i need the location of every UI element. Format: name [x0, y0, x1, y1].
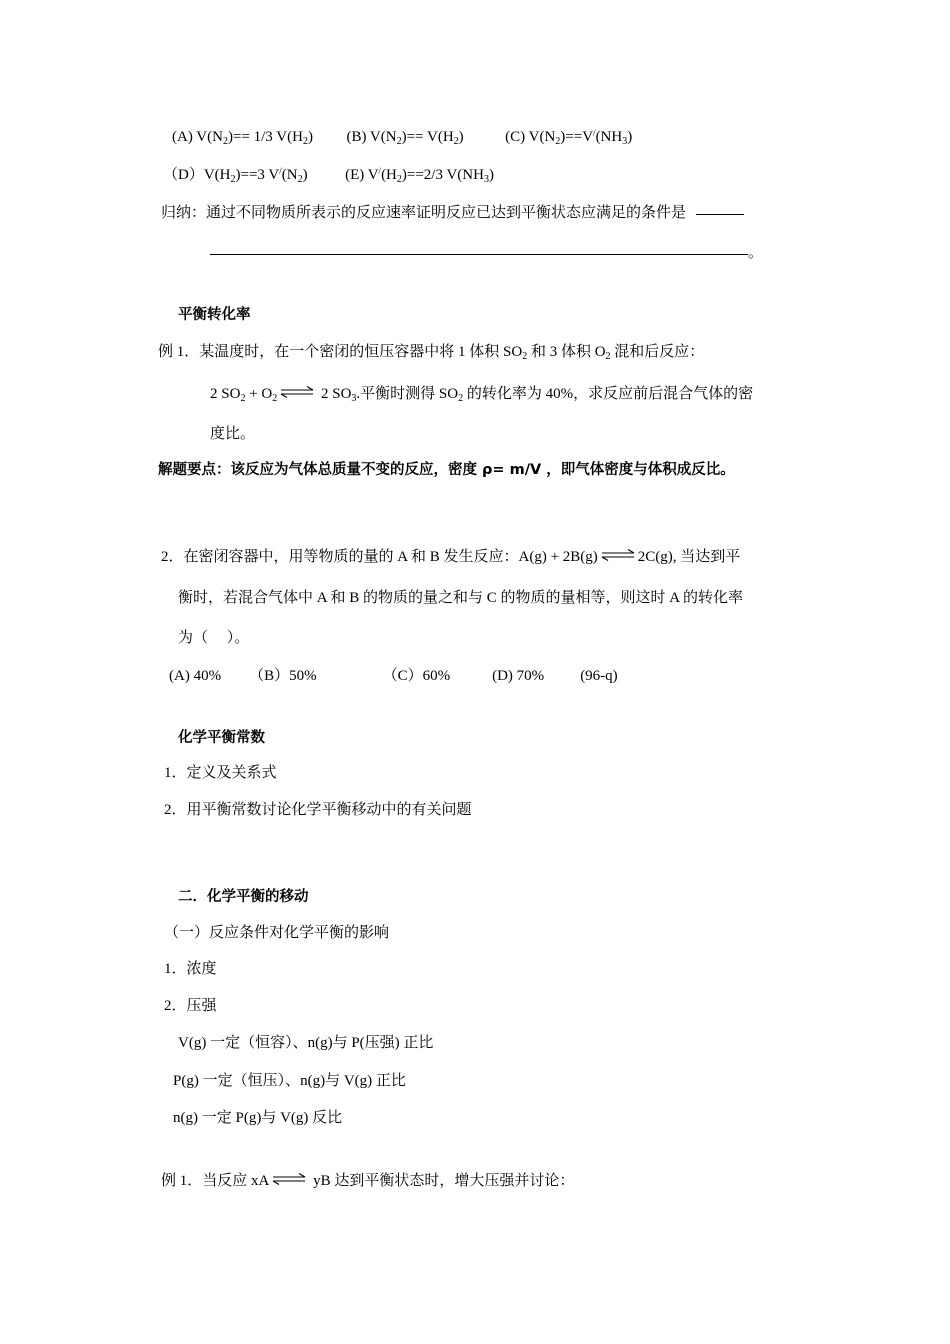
example-2-options — [169, 666, 618, 686]
pressure-rule: V(g) 一定（恒容）、n(g)与 P(压强) 正比 — [178, 1035, 434, 1051]
list-item: 1．定义及关系式 — [164, 765, 277, 781]
option-c: （C）60% — [382, 668, 451, 684]
option-b: （B）50% — [249, 668, 317, 684]
option-a: (A) $V(N_2)== 1/3$ $V(H_2)$ — [172, 129, 313, 147]
list-item: 1．浓度 — [164, 961, 217, 977]
summary-line — [161, 203, 744, 223]
option-row-1 — [172, 127, 632, 147]
section-title-shift: 二．化学平衡的移动 — [178, 889, 309, 905]
list-item: 2．用平衡常数讨论化学平衡移动中的有关问题 — [164, 802, 472, 818]
example-1-line-1: 例 1．某温度时，在一个密闭的恒压容器中将 1 体积 $SO_2$ 和 3 体积 $O_2$ 混和后反应： — [158, 344, 705, 362]
example-pressure: 例 1．当反应 xA yB 达到平衡状态时，增大压强并讨论： — [161, 1173, 575, 1189]
option-e: (E) $V^/(H_2)==2/3$ $V(NH_3)$ — [345, 166, 494, 185]
example-2-line-2: 衡时，若混合气体中 A 和 B 的物质的量之和与 C 的物质的量相等，则这时 A 的转化率 — [178, 590, 744, 606]
example-1-line-2: 2 $SO_2 + O_2$ 2 $SO_3$.平衡时测得 $SO_2$ 的转化率为 40%，求反应前后混合气体的密 — [210, 386, 754, 404]
answer-blank[interactable] — [696, 214, 744, 215]
equilibrium-arrow-icon — [272, 1173, 306, 1185]
equilibrium-arrow-icon — [280, 386, 314, 398]
example-1-line-3: 度比。 — [210, 426, 256, 442]
list-item: 2．压强 — [164, 998, 217, 1014]
option-d: (D) 70% — [492, 668, 545, 684]
summary-text: 归纳：通过不同物质所表示的反应速率证明反应已达到平衡状态应满足的条件是 — [161, 205, 687, 221]
option-a: (A) 40% — [169, 668, 222, 684]
subsection-title: （一）反应条件对化学平衡的影响 — [164, 925, 390, 941]
option-c: (C) $V(N_2)==V^/(NH_3)$ — [505, 128, 633, 147]
section-title-constant: 化学平衡常数 — [178, 730, 265, 746]
option-b: (B) $V(N_2)== V(H_2)$ — [346, 129, 464, 147]
pressure-rule: n(g) 一定 P(g)与 V(g) 反比 — [173, 1110, 343, 1126]
pressure-rule: P(g) 一定（恒压）、n(g)与 V(g) 正比 — [173, 1073, 406, 1089]
example-2-line-3: 为（ ）。 — [178, 630, 250, 646]
equilibrium-arrow-icon — [601, 549, 635, 561]
source-tag: (96-q) — [580, 668, 618, 684]
section-title-conversion: 平衡转化率 — [178, 307, 251, 323]
option-d: $(D)V(H_2)==3$ $V^/(N_2)$ — [163, 166, 308, 185]
summary-line-2: 。 — [210, 243, 763, 263]
option-row-2 — [163, 165, 494, 185]
example-2-line-1: 2．在密闭容器中，用等物质的量的 A 和 B 发生反应：A(g) + 2B(g) 2C(g), 当达到平 — [161, 549, 741, 565]
key-point: 解题要点：该反应为气体总质量不变的反应，密度 ρ= m/V ，即气体密度与体积成反比。 — [158, 462, 735, 478]
answer-blank-2[interactable] — [210, 254, 748, 255]
